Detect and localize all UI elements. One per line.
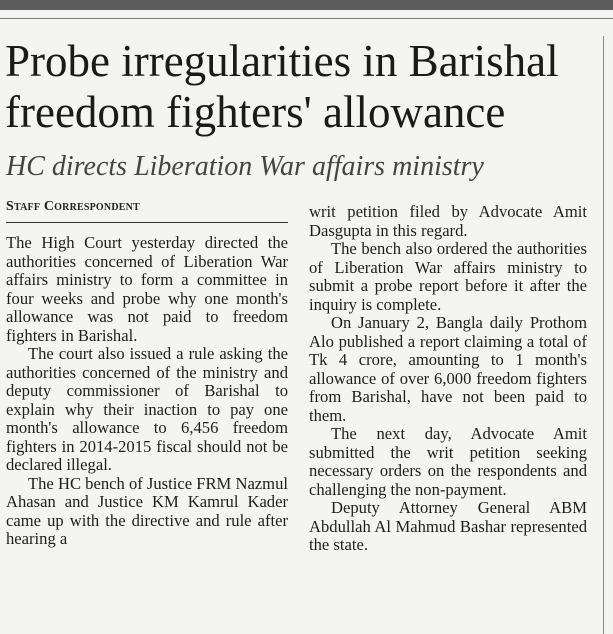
paragraph: Deputy Attorney General ABM Abdullah Al Mahmud Bashar represented the state.: [309, 498, 587, 554]
paragraph: The court also issued a rule asking the authorities concerned of the ministry and deputy commissioner of Barishal to explain why their inaction to pay one month's allowance to 6,456 freedom fighters in 2014-2015 fiscal should not be declared illegal.: [6, 344, 288, 474]
paragraph: The bench also ordered the authorities of Liberation War affairs ministry to submit a probe report before it after the inquiry is complete.: [309, 239, 587, 314]
byline-rule: [6, 222, 288, 223]
paragraph: The next day, Advocate Amit submitted the writ petition seeking necessary orders on the respondents and challenging the non-payment.: [309, 424, 587, 499]
headline: Probe irregularities in Barishal freedom fighters' allowance: [5, 36, 559, 137]
paragraph: The High Court yesterday directed the authorities concerned of Liberation War affairs ministry to form a committee in four weeks and probe why one month's allowance was not paid to freedom fighters in Barishal.: [6, 233, 288, 345]
previous-story-strip: [0, 0, 613, 10]
paragraph: The HC bench of Justice FRM Nazmul Ahasan and Justice KM Kamrul Kader came up with the directive and rule after hearing a: [6, 473, 288, 548]
column-rule-right: [603, 36, 604, 634]
paragraph: writ petition filed by Advocate Amit Dasgupta in this regard.: [309, 202, 587, 240]
article-column-1: [6, 234, 288, 549]
subheadline: HC directs Liberation War affairs ministry: [6, 151, 484, 182]
paragraph: On January 2, Bangla daily Prothom Alo published a report claiming a total of Tk 4 crore, amounting to 1 month's allowance of over 6,000 freedom fighters from Barishal, have not been paid to them.: [309, 313, 587, 425]
top-divider: [0, 18, 613, 19]
article-column-2: [309, 203, 587, 555]
byline: Staff Correspondent: [6, 199, 140, 214]
